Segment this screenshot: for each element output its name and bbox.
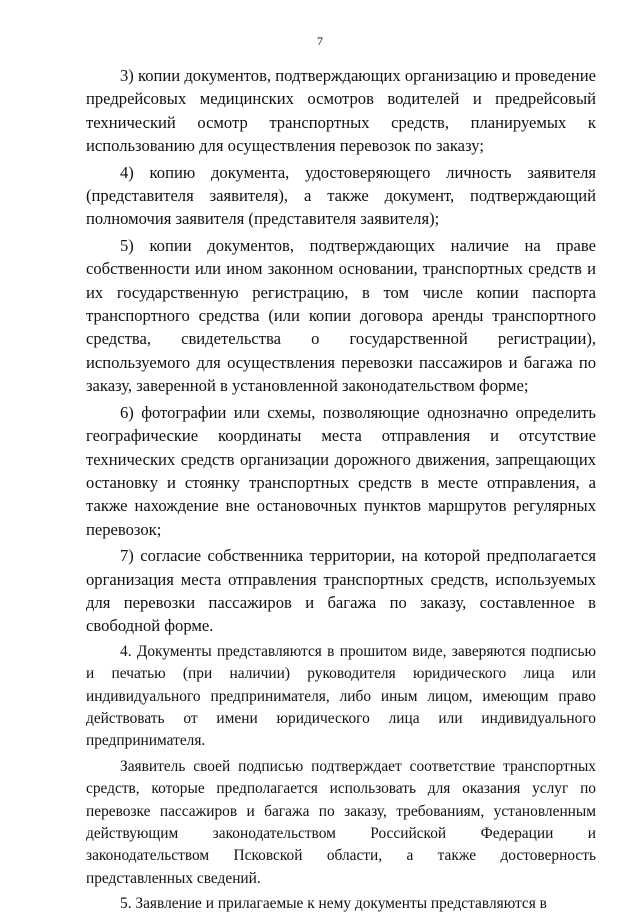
- page-number: 7: [317, 34, 323, 48]
- paragraph-item-7: 7) согласие собственника территории, на которой предполагается организация места отправления транспортных средств, используемых для перевозки пассажиров и багажа по заказу, составленное в свободной форме.: [86, 546, 596, 636]
- paragraph-item-3: 3) копии документов, подтверждающих организацию и проведение предрейсовых медицинских осмотров водителей и предрейсовый технический осмотр транспортных средств, планируемых к использованию для осуществления перевозок по заказу;: [86, 66, 596, 156]
- paragraph-item-4: 4) копию документа, удостоверяющего личность заявителя (представителя заявителя), а также документ, подтверждающий полномочия заявителя (представителя заявителя);: [86, 162, 596, 229]
- paragraph-item-5: 5) копии документов, подтверждающих наличие на праве собственности или ином законном основании, транспортных средств и их государственную регистрацию, в том числе копии паспорта транспортного средства (или копии договора аренды транспортного средства, свидетельства о государственной регистрации), используемого для осуществления перевозки пассажиров и багажа по заказу, заверенной в установленной законодательством форме;: [86, 235, 596, 396]
- document-body: [86, 64, 596, 916]
- paragraph-clause-5: 5. Заявление и прилагаемые к нему документы представляются в: [120, 895, 547, 913]
- paragraph-applicant-confirmation: Заявитель своей подписью подтверждает соответствие транспортных средств, которые предполагается использовать для оказания услуг по перевозке пассажиров и багажа по заказу, требованиям, установленным действующим законодательством Российской Федерации и законодательством Псковской области, а также достоверность представленных сведений.: [86, 757, 596, 887]
- paragraph-item-6: 6) фотографии или схемы, позволяющие однозначно определить географические координаты места отправления и отсутствие технических средств организации дорожного движения, запрещающих остановку и стоянку транспортных средств в месте отправления, а также нахождение вне остановочных пунктов маршрутов регулярных перевозок;: [86, 402, 596, 539]
- paragraph-clause-4: 4. Документы представляются в прошитом виде, заверяются подписью и печатью (при наличии) руководителя юридического лица или индивидуального предпринимателя, либо иным лицом, имеющим право действовать от имени юридического лица или индивидуального предпринимателя.: [86, 642, 596, 750]
